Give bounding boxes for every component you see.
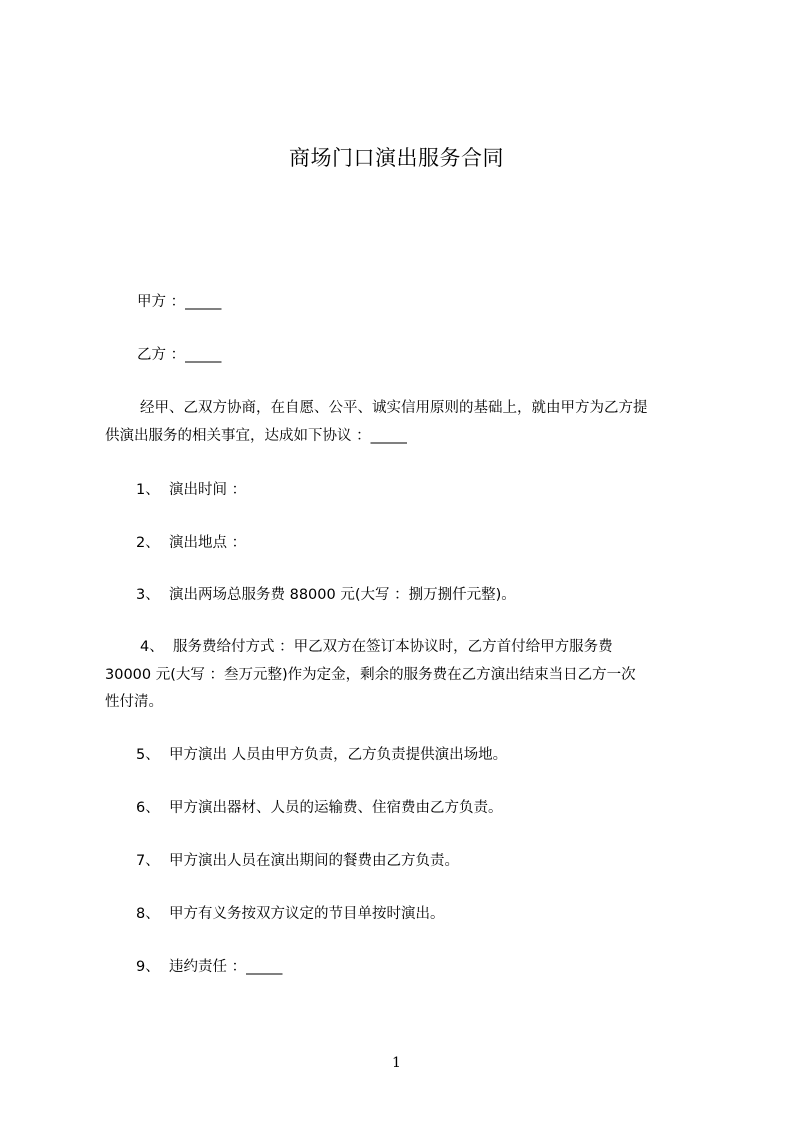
clause-text: 甲方有义务按双方议定的节目单按时演出。 — [169, 906, 445, 922]
clause-text: 演出地点 ： — [169, 535, 247, 551]
page-number: 1 — [392, 1055, 401, 1071]
clause-text: 演出时间 ： — [169, 482, 247, 498]
clause-2 — [136, 533, 246, 553]
clause-number: 4、 — [140, 639, 164, 655]
clause-text: 甲方演出 人员由甲方负责，乙方负责提供演出场地。 — [169, 747, 508, 763]
clause-text: 甲方演出器材、人员的运输费、住宿费由乙方负责。 — [169, 800, 503, 816]
clause-4-line-1 — [140, 637, 613, 657]
clause-number: 9、 — [136, 959, 160, 975]
party-b-line: 乙方 ：_____ — [137, 347, 222, 363]
clause-3 — [136, 585, 516, 605]
intro-line-1: 经甲、乙双方协商，在自愿、公平、诚实信用原则的基础上，就由甲方为乙方提 — [140, 400, 648, 416]
clause-text: 违约责任 ：_____ — [169, 959, 283, 975]
clause-number: 1、 — [136, 482, 160, 498]
document-title: 商场门口演出服务合同 — [289, 146, 504, 170]
intro-line-2: 供演出服务的相关事宜，达成如下协议 ：_____ — [105, 428, 407, 444]
clause-text: 甲方演出人员在演出期间的餐费由乙方负责。 — [169, 853, 459, 869]
clause-number: 5、 — [136, 747, 160, 763]
clause-5 — [136, 745, 507, 765]
clause-text: 服务费给付方式 ：甲乙双方在签订本协议时，乙方首付给甲方服务费 — [173, 639, 613, 655]
clause-number: 3、 — [136, 587, 160, 603]
clause-6 — [136, 798, 503, 818]
clause-7 — [136, 851, 459, 871]
clause-9 — [136, 957, 282, 977]
clause-1 — [136, 480, 246, 500]
clause-number: 8、 — [136, 906, 160, 922]
clause-8 — [136, 904, 445, 924]
party-a-line: 甲方 ：_____ — [137, 294, 222, 310]
clause-text: 演出两场总服务费 88000 元(大写 ：捌万捌仟元整)。 — [169, 587, 516, 603]
clause-4-line-3: 性付清。 — [105, 694, 163, 710]
clause-4-line-2: 30000 元(大写 ：叁万元整)作为定金，剩余的服务费在乙方演出结束当日乙方一次 — [105, 667, 636, 683]
clause-number: 7、 — [136, 853, 160, 869]
clause-number: 2、 — [136, 535, 160, 551]
clause-number: 6、 — [136, 800, 160, 816]
